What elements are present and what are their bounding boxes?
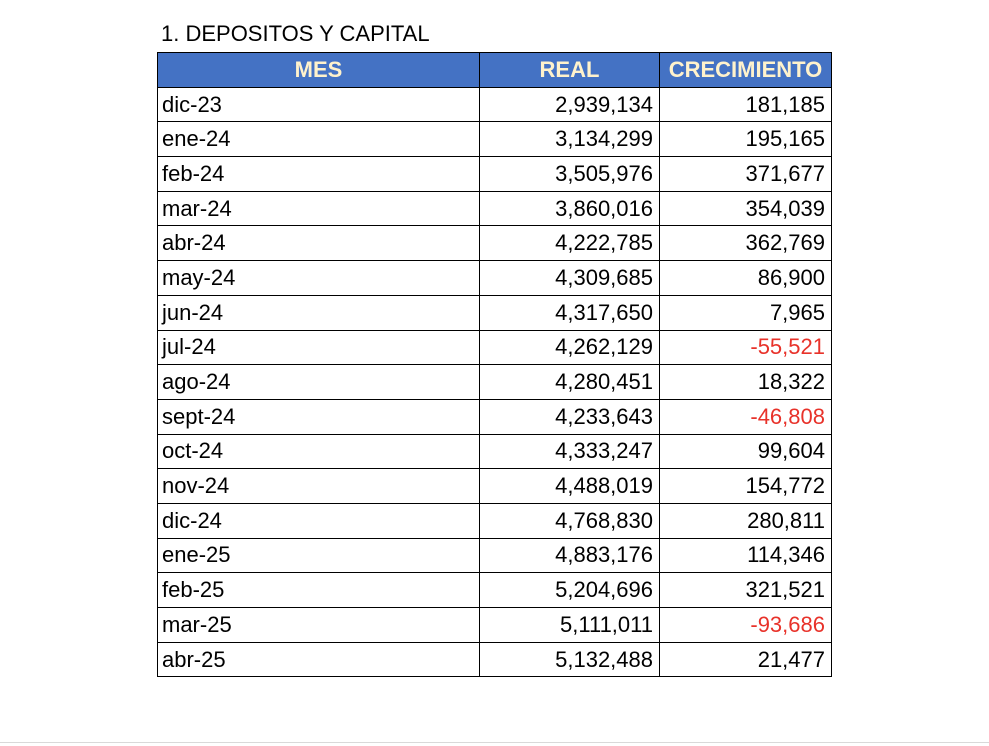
- table-row: [158, 157, 832, 192]
- table-row: [158, 365, 832, 400]
- cell-mes: mar-25: [158, 608, 480, 643]
- cell-mes: nov-24: [158, 469, 480, 504]
- table-row: [158, 642, 832, 677]
- cell-crecimiento: 354,039: [660, 191, 832, 226]
- cell-real: 4,768,830: [480, 503, 660, 538]
- cell-real: 5,204,696: [480, 573, 660, 608]
- cell-real: 5,132,488: [480, 642, 660, 677]
- cell-crecimiento: 362,769: [660, 226, 832, 261]
- cell-crecimiento: 86,900: [660, 261, 832, 296]
- cell-real: 3,505,976: [480, 157, 660, 192]
- cell-mes: mar-24: [158, 191, 480, 226]
- cell-crecimiento: 280,811: [660, 503, 832, 538]
- table-row: [158, 122, 832, 157]
- cell-real: 4,262,129: [480, 330, 660, 365]
- cell-mes: ago-24: [158, 365, 480, 400]
- table-row: [158, 330, 832, 365]
- cell-mes: feb-24: [158, 157, 480, 192]
- cell-crecimiento: 114,346: [660, 538, 832, 573]
- cell-mes: ene-25: [158, 538, 480, 573]
- table-row: [158, 226, 832, 261]
- cell-real: 4,280,451: [480, 365, 660, 400]
- cell-crecimiento: -55,521: [660, 330, 832, 365]
- cell-real: 4,233,643: [480, 399, 660, 434]
- table-row: [158, 608, 832, 643]
- table-header-row: [158, 53, 832, 88]
- cell-real: 5,111,011: [480, 608, 660, 643]
- cell-crecimiento: -46,808: [660, 399, 832, 434]
- cell-crecimiento: 99,604: [660, 434, 832, 469]
- table-row: [158, 87, 832, 122]
- column-header-real: REAL: [480, 53, 660, 88]
- column-header-mes: MES: [158, 53, 480, 88]
- table-row: [158, 261, 832, 296]
- cell-mes: may-24: [158, 261, 480, 296]
- cell-mes: ene-24: [158, 122, 480, 157]
- table-row: [158, 191, 832, 226]
- cell-mes: abr-24: [158, 226, 480, 261]
- table-body: [158, 87, 832, 677]
- section-title: 1. DEPOSITOS Y CAPITAL: [161, 21, 430, 46]
- cell-crecimiento: 7,965: [660, 295, 832, 330]
- cell-real: 2,939,134: [480, 87, 660, 122]
- table-row: [158, 434, 832, 469]
- cell-crecimiento: -93,686: [660, 608, 832, 643]
- cell-mes: oct-24: [158, 434, 480, 469]
- cell-mes: dic-24: [158, 503, 480, 538]
- column-header-crecimiento: CRECIMIENTO: [660, 53, 832, 88]
- cell-mes: sept-24: [158, 399, 480, 434]
- cell-mes: abr-25: [158, 642, 480, 677]
- cell-real: 3,860,016: [480, 191, 660, 226]
- cell-mes: jun-24: [158, 295, 480, 330]
- cell-crecimiento: 18,322: [660, 365, 832, 400]
- cell-crecimiento: 21,477: [660, 642, 832, 677]
- cell-real: 4,222,785: [480, 226, 660, 261]
- cell-crecimiento: 154,772: [660, 469, 832, 504]
- cell-crecimiento: 371,677: [660, 157, 832, 192]
- table-row: [158, 538, 832, 573]
- cell-real: 3,134,299: [480, 122, 660, 157]
- cell-mes: feb-25: [158, 573, 480, 608]
- cell-crecimiento: 321,521: [660, 573, 832, 608]
- cell-mes: jul-24: [158, 330, 480, 365]
- table-row: [158, 399, 832, 434]
- table-row: [158, 469, 832, 504]
- table-row: [158, 295, 832, 330]
- cell-crecimiento: 181,185: [660, 87, 832, 122]
- page-divider: [0, 742, 989, 743]
- cell-real: 4,488,019: [480, 469, 660, 504]
- table-row: [158, 573, 832, 608]
- cell-real: 4,333,247: [480, 434, 660, 469]
- cell-real: 4,317,650: [480, 295, 660, 330]
- cell-crecimiento: 195,165: [660, 122, 832, 157]
- table-row: [158, 503, 832, 538]
- deposits-table: [157, 52, 832, 677]
- cell-mes: dic-23: [158, 87, 480, 122]
- cell-real: 4,309,685: [480, 261, 660, 296]
- cell-real: 4,883,176: [480, 538, 660, 573]
